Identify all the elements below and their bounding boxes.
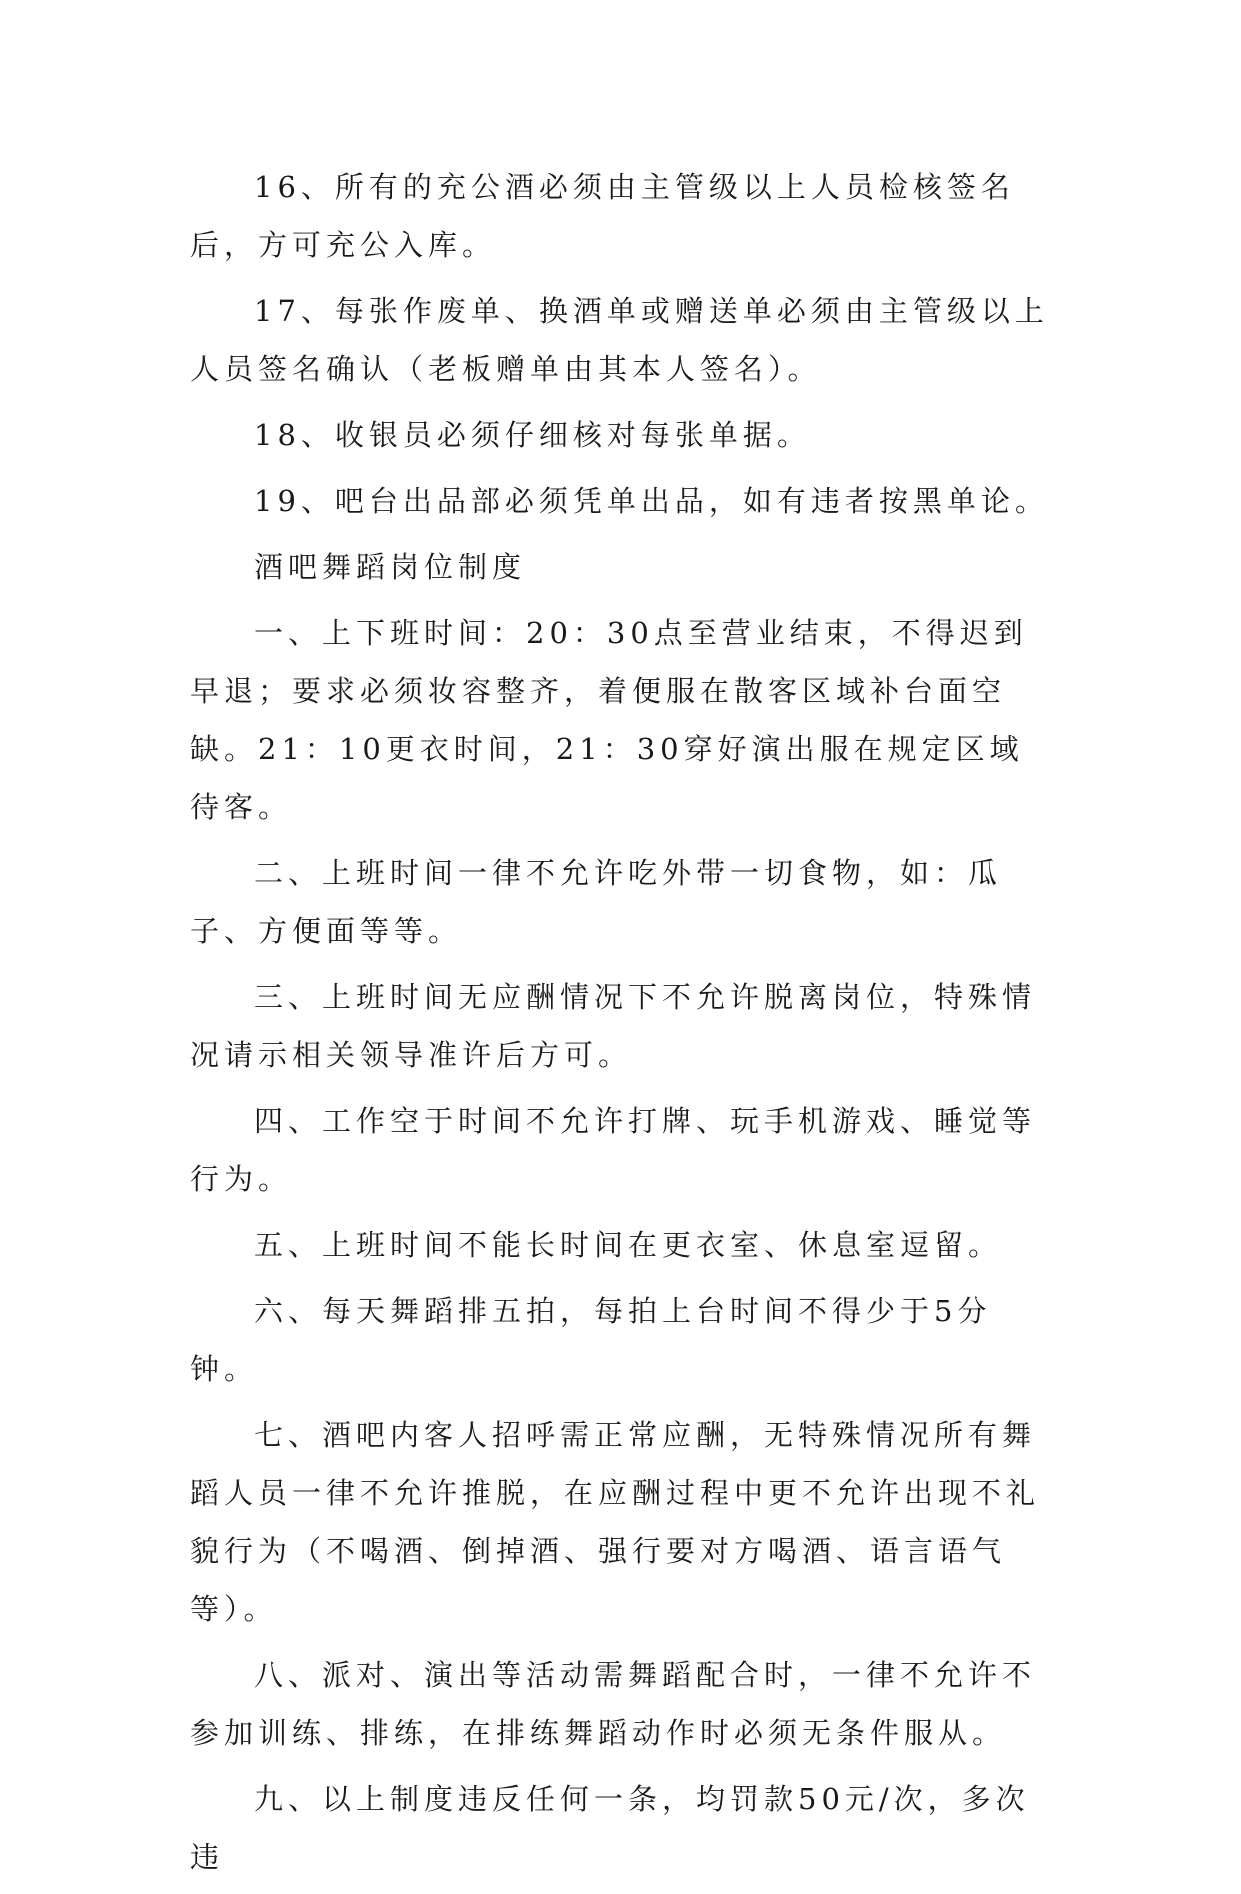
section-heading: 酒吧舞蹈岗位制度 <box>254 550 527 584</box>
paragraph-item-5: 五、上班时间不能长时间在更衣室、休息室逗留。 <box>254 1228 1003 1262</box>
document-body <box>190 158 1050 1894</box>
paragraph-item-6: 六、每天舞蹈排五拍，每拍上台时间不得少于5分钟。 <box>190 1294 992 1386</box>
paragraph-item-9: 九、以上制度违反任何一条，均罚款50元/次，多次违 <box>190 1782 1030 1874</box>
paragraph-item-1: 一、上下班时间：20：30点至营业结束，不得迟到早退；要求必须妆容整齐，着便服在散客区域补台面空缺。21：10更衣时间，21：30穿好演出服在规定区域待客。 <box>190 616 1028 824</box>
paragraph-item-8: 八、派对、演出等活动需舞蹈配合时，一律不允许不参加训练、排练，在排练舞蹈动作时必须无条件服从。 <box>190 1658 1037 1750</box>
paragraph-item-7: 七、酒吧内客人招呼需正常应酬，无特殊情况所有舞蹈人员一律不允许推脱，在应酬过程中更不允许出现不礼貌行为（不喝酒、倒掉酒、强行要对方喝酒、语言语气等）。 <box>190 1418 1041 1626</box>
paragraph-rule-16: 16、所有的充公酒必须由主管级以上人员检核签名后，方可充公入库。 <box>190 170 1015 262</box>
paragraph-item-4: 四、工作空于时间不允许打牌、玩手机游戏、睡觉等行为。 <box>190 1104 1037 1196</box>
paragraph-item-2: 二、上班时间一律不允许吃外带一切食物，如：瓜子、方便面等等。 <box>190 856 1003 948</box>
paragraph-rule-19: 19、吧台出品部必须凭单出品，如有违者按黑单论。 <box>254 484 1049 518</box>
paragraph-rule-18: 18、收银员必须仔细核对每张单据。 <box>254 418 811 452</box>
paragraph-item-3: 三、上班时间无应酬情况下不允许脱离岗位，特殊情况请示相关领导准许后方可。 <box>190 980 1037 1072</box>
paragraph-rule-17: 17、每张作废单、换酒单或赠送单必须由主管级以上人员签名确认（老板赠单由其本人签名）。 <box>190 294 1049 386</box>
